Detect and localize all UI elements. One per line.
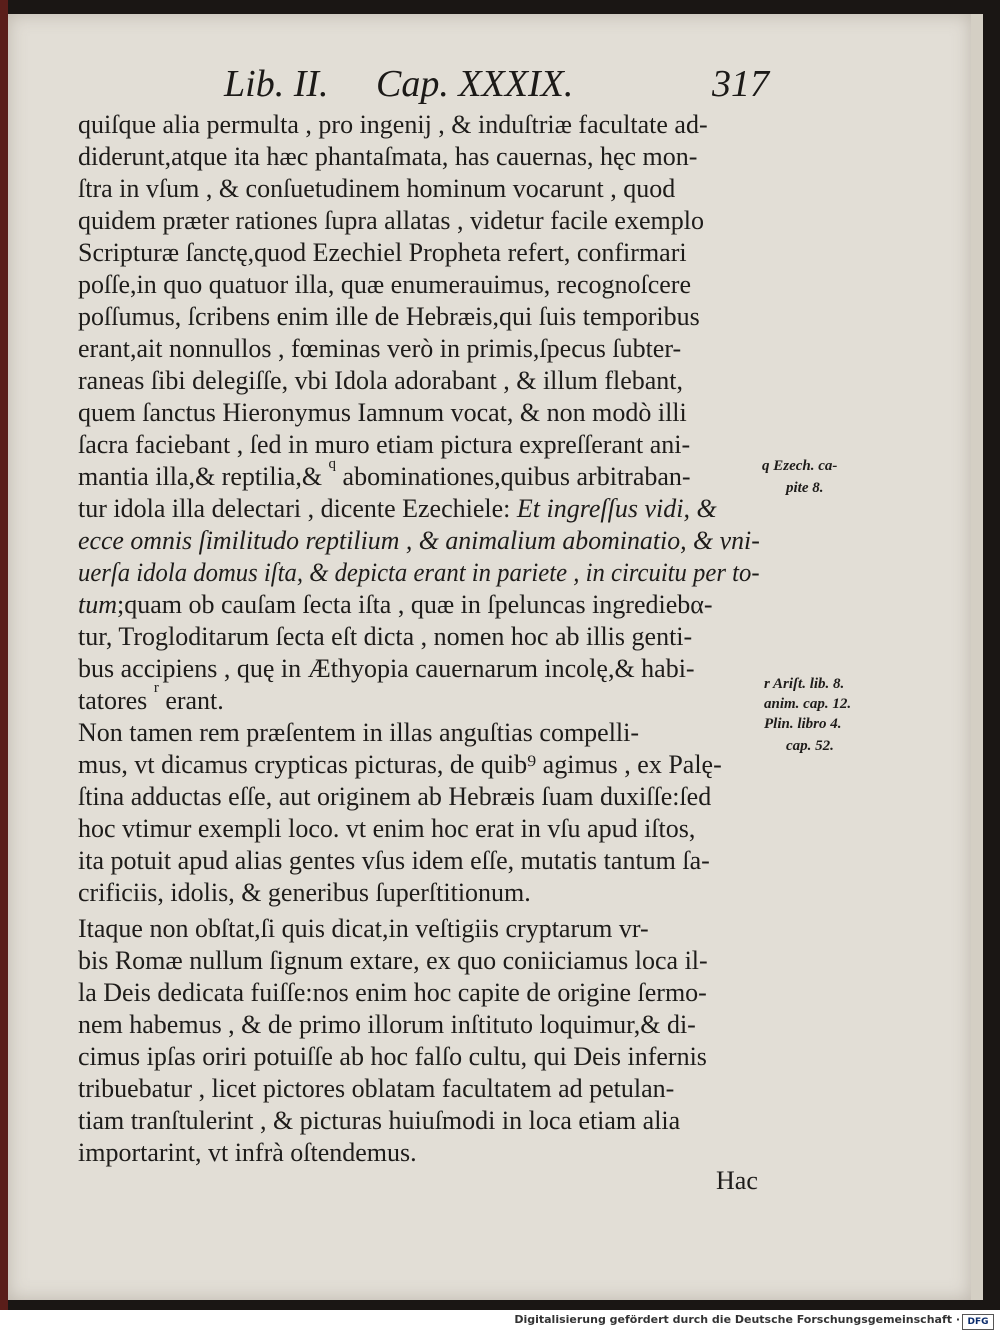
marginal-note: pite 8. <box>786 480 824 496</box>
text-run: erant. <box>158 686 224 715</box>
text-run: poſſumus, ſcribens enim ille de Hebræis,qui ſuis temporibus <box>78 302 700 331</box>
text-line <box>78 110 708 140</box>
text-line <box>78 238 687 268</box>
text-run: nem habemus , & de primo illorum inſtituto loquimur,& di- <box>78 1010 696 1039</box>
dfg-logo: DFG <box>962 1314 994 1330</box>
text-line <box>78 1138 417 1168</box>
text-line <box>78 914 649 944</box>
marginal-note: q Ezech. ca- <box>762 458 838 474</box>
text-line <box>78 978 707 1008</box>
text-run: tribuebatur , licet pictores oblatam facultatem ad petulan- <box>78 1074 675 1103</box>
text-line <box>78 526 760 556</box>
text-run: cimus ipſas oriri potuiſſe ab hoc falſo cultu, qui Deis infernis <box>78 1042 707 1071</box>
text-line <box>78 142 697 172</box>
marginal-note: cap. 52. <box>786 738 834 754</box>
text-run: tum <box>78 590 117 619</box>
text-run: ſtina adductas eſſe, aut originem ab Hebræis ſuam duxiſſe:ſed <box>78 782 712 811</box>
text-line <box>78 206 704 236</box>
text-line <box>78 558 760 588</box>
text-run: bus accipiens , quę in Æthyopia cauernarum incolę,& habi- <box>78 654 695 683</box>
running-head-chapter: Cap. XXXIX. <box>376 63 574 105</box>
text-run: poſſe,in quo quatuor illa, quæ enumerauimus, recognoſcere <box>78 270 691 299</box>
footer-bar <box>0 1310 1000 1332</box>
text-line <box>78 718 639 748</box>
text-run: ſtra in vſum , & conſuetudinem hominum vocarunt , quod <box>78 174 676 203</box>
text-line <box>78 782 711 812</box>
marginal-note: anim. cap. 12. <box>764 696 852 712</box>
text-line <box>78 1042 707 1072</box>
text-run: mantia illa,& reptilia,& <box>78 462 329 491</box>
text-run: diderunt,atque ita hæc phantaſmata, has cauernas, hęc mon- <box>78 142 698 171</box>
text-run: raneas ſibi delegiſſe, vbi Idola adorabant , & illum flebant, <box>78 366 684 395</box>
text-line <box>78 946 708 976</box>
text-line <box>78 846 710 876</box>
text-run: la Deis dedicata fuiſſe:nos enim hoc capite de origine ſermo- <box>78 978 707 1007</box>
text-line <box>78 366 683 396</box>
marginal-note: r Ariſt. lib. 8. <box>764 676 845 692</box>
footnote-marker: r <box>153 680 159 696</box>
footnote-marker: q <box>328 456 337 472</box>
text-run: quiſque alia permulta , pro ingenij , & induſtriæ facultate ad- <box>78 110 708 139</box>
text-line <box>78 456 691 492</box>
text-line <box>78 814 695 844</box>
text-line <box>78 654 695 684</box>
text-run: bis Romæ nullum ſignum extare, ex quo coniiciamus loca il- <box>78 946 708 975</box>
text-run: abominationes,quibus arbitraban- <box>336 462 691 491</box>
text-run: quidem præter rationes ſupra allatas , videtur facile exemplo <box>78 206 704 235</box>
running-head-book: Lib. II. <box>224 63 329 105</box>
text-line <box>78 430 690 460</box>
digitization-credit: Digitalisierung gefördert durch die Deutsche Forschungsgemeinschaft · <box>514 1313 960 1326</box>
text-run: tur idola illa delectari , dicente Ezechiele: <box>78 494 517 523</box>
text-line <box>78 1074 674 1104</box>
text-run: crificiis, idolis, & generibus ſuperſtitionum. <box>78 878 531 907</box>
text-line <box>78 494 717 524</box>
catchword: Hac <box>716 1166 758 1195</box>
text-line <box>78 270 691 300</box>
text-run: tur, Trogloditarum ſecta eſt dicta , nomen hoc ab illis genti- <box>78 622 693 651</box>
text-run: Et ingreſſus vidi, & <box>516 494 717 523</box>
text-line <box>78 1010 696 1040</box>
text-line <box>78 1106 680 1136</box>
text-run: tiam tranſtulerint , & picturas huiuſmodi in loca etiam alia <box>78 1106 681 1135</box>
text-run: uerſa idola domus iſta, & depicta erant in pariete , in circuitu per to- <box>78 558 760 587</box>
text-run: Itaque non obſtat,ſi quis dicat,in veſtigiis cryptarum vr- <box>78 914 649 943</box>
text-line <box>78 590 713 620</box>
text-line <box>78 878 531 908</box>
page-number: 317 <box>712 63 769 105</box>
text-run: ;quam ob cauſam ſecta iſta , quæ in ſpeluncas ingrediebα- <box>117 590 713 619</box>
text-run: ecce omnis ſimilitudo reptilium , & animalium abominatio, & vni- <box>78 526 760 555</box>
text-line <box>78 174 675 204</box>
text-run: quem ſanctus Hieronymus Iamnum vocat, & non modò illi <box>78 398 687 427</box>
text-line <box>78 334 681 364</box>
text-line <box>78 750 722 780</box>
text-line <box>78 680 224 716</box>
text-run: Non tamen rem præſentem in illas anguſtias compelli- <box>78 718 640 747</box>
text-run: ita potuit apud alias gentes vſus idem eſſe, mutatis tantum ſa- <box>78 846 710 875</box>
text-run: erant,ait nonnullos , fœminas verò in primis,ſpecus ſubter- <box>78 334 682 363</box>
page-fore-edge <box>971 14 983 1300</box>
text-run: importarint, vt infrà oſtendemus. <box>78 1138 417 1167</box>
text-run: Scripturæ ſanctę,quod Ezechiel Propheta refert, confirmari <box>78 238 687 267</box>
text-run: hoc vtimur exempli loco. vt enim hoc erat in vſu apud iſtos, <box>78 814 696 843</box>
text-run: mus, vt dicamus crypticas picturas, de quib⁹ agimus , ex Palę- <box>78 750 722 779</box>
book-spine-edge <box>0 0 8 1310</box>
text-run: tatores <box>78 686 154 715</box>
marginal-note: Plin. libro 4. <box>764 716 842 732</box>
text-line <box>78 622 692 652</box>
text-run: ſacra faciebant , ſed in muro etiam pictura expreſſerant ani- <box>78 430 691 459</box>
text-line <box>78 302 700 332</box>
text-line <box>78 398 687 428</box>
